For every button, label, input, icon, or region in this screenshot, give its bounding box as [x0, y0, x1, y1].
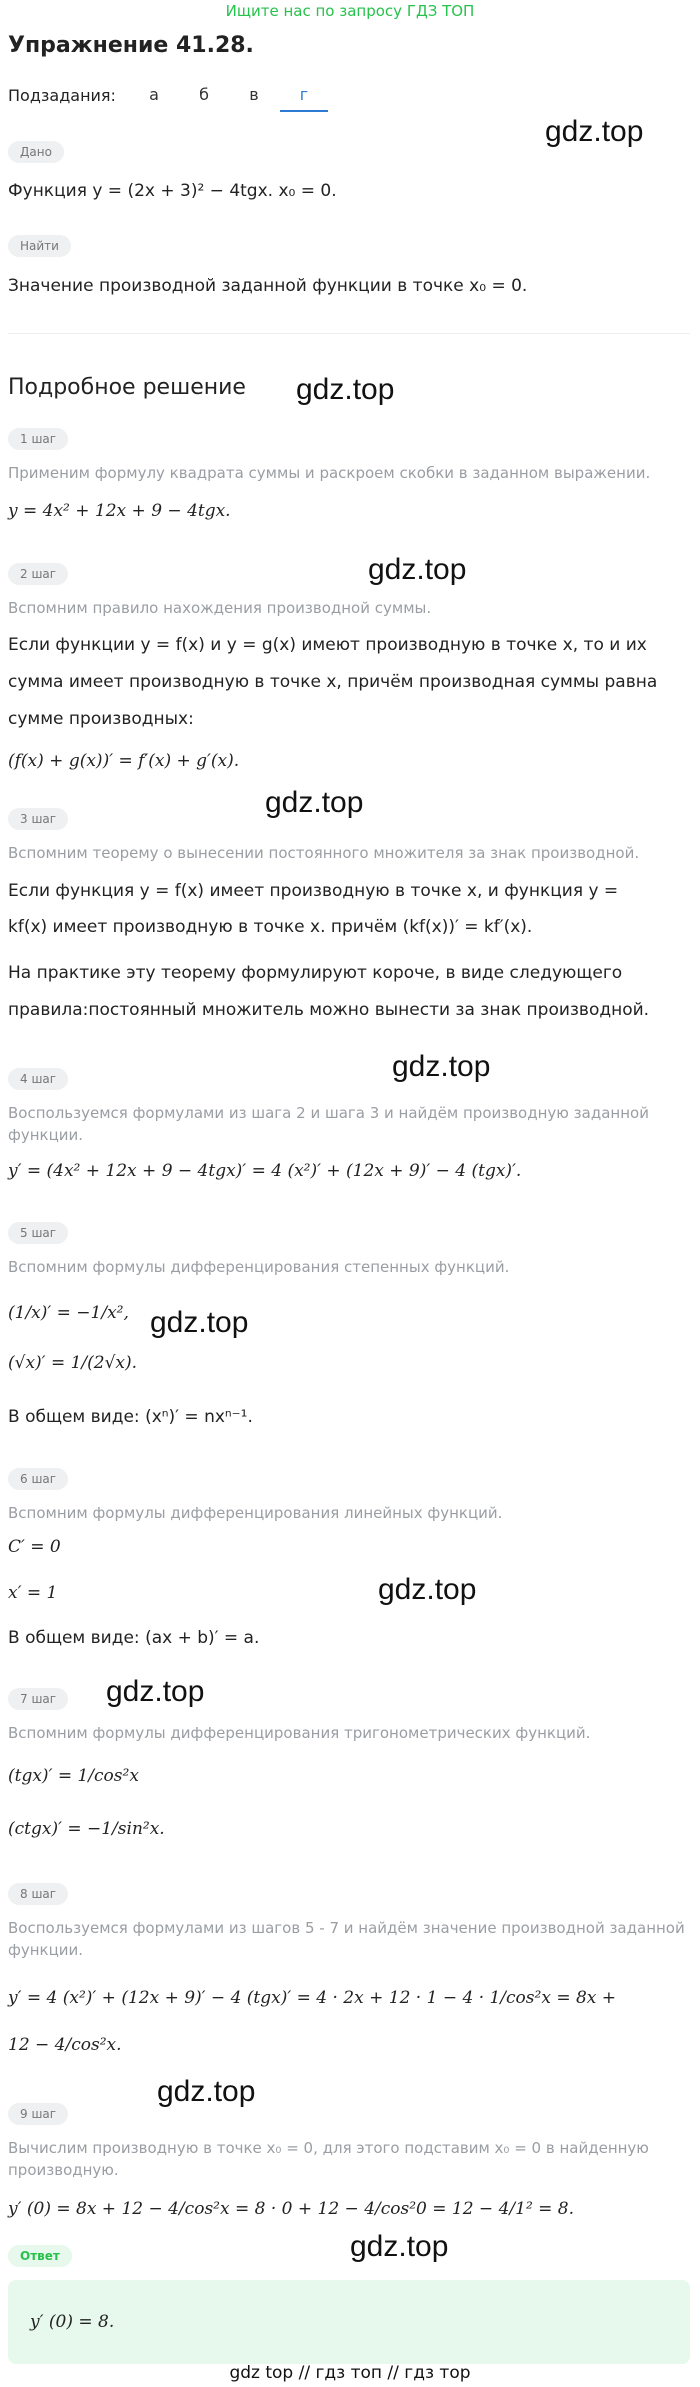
step-9-pill: 9 шаг: [8, 2103, 68, 2125]
top-banner[interactable]: Ищите нас по запросу ГДЗ ТОП: [225, 2, 475, 20]
step-8-desc: Воспользуемся формулами из шагов 5 - 7 и найдём значение производной заданной: [8, 1919, 685, 1937]
tab-a[interactable]: а: [149, 85, 159, 104]
step-7-pill: 7 шаг: [8, 1688, 68, 1710]
subtasks-label: Подзадания:: [8, 86, 116, 105]
tab-v[interactable]: в: [249, 85, 259, 104]
step-8-formula: 12 − 4/cos²x.: [8, 2035, 122, 2055]
step-4-pill: 4 шаг: [8, 1068, 68, 1090]
step-1-pill: 1 шаг: [8, 428, 68, 450]
watermark: gdz.top: [350, 2230, 449, 2263]
watermark: gdz.top: [378, 1573, 477, 1606]
step-6-general: В общем виде: (ax + b)′ = a.: [8, 1628, 260, 1648]
step-5-formula: (1/x)′ = −1/x²,: [8, 1303, 129, 1323]
watermark: gdz.top: [368, 553, 467, 586]
watermark: gdz.top: [157, 2075, 256, 2108]
step-3-line: правила:постоянный множитель можно вынести за знак производной.: [8, 1000, 650, 1020]
step-3-line: На практике эту теорему формулируют короче, в виде следующего: [8, 963, 623, 983]
answer-pill: Ответ: [8, 2245, 72, 2267]
answer-text: y′ (0) = 8.: [30, 2312, 115, 2332]
step-7-formula: (tgx)′ = 1/cos²x: [8, 1766, 139, 1786]
step-2-line: сумме производных:: [8, 709, 194, 729]
step-6-formula: C′ = 0: [8, 1537, 61, 1557]
step-9-formula: y′ (0) = 8x + 12 − 4/cos²x = 8 · 0 + 12 − 4/cos²0 = 12 − 4/1² = 8.: [8, 2199, 575, 2219]
step-5-formula: (√x)′ = 1/(2√x).: [8, 1353, 138, 1373]
watermark: gdz.top: [106, 1675, 205, 1708]
step-8-formula: y′ = 4 (x²)′ + (12x + 9)′ − 4 (tgx)′ = 4 · 2x + 12 · 1 − 4 · 1/cos²x = 8x +: [8, 1988, 617, 2008]
step-5-desc: Вспомним формулы дифференцирования степенных функций.: [8, 1258, 510, 1276]
step-2-line: Если функции y = f(x) и y = g(x) имеют производную в точке x, то и их: [8, 635, 647, 655]
step-6-desc: Вспомним формулы дифференцирования линейных функций.: [8, 1504, 503, 1522]
step-3-pill: 3 шаг: [8, 808, 68, 830]
step-6-formula: x′ = 1: [8, 1583, 58, 1603]
step-7-desc: Вспомним формулы дифференцирования тригонометрических функций.: [8, 1724, 591, 1742]
step-4-desc: Воспользуемся формулами из шага 2 и шага 3 и найдём производную заданной: [8, 1104, 649, 1122]
step-5-general: В общем виде: (xⁿ)′ = nxⁿ⁻¹.: [8, 1407, 253, 1427]
page-title: Упражнение 41.28.: [8, 33, 254, 58]
step-3-line: Если функция y = f(x) имеет производную в точке x, и функция y =: [8, 881, 619, 901]
given-pill: Дано: [8, 141, 64, 163]
step-9-desc: Вычислим производную в точке x₀ = 0, для этого подставим x₀ = 0 в найденную: [8, 2139, 649, 2157]
tab-b[interactable]: б: [199, 85, 209, 104]
step-2-line: сумма имеет производную в точке x, причём производная суммы равна: [8, 672, 658, 692]
step-3-desc: Вспомним теорему о вынесении постоянного множителя за знак производной.: [8, 844, 640, 862]
step-1-desc: Применим формулу квадрата суммы и раскроем скобки в заданном выражении.: [8, 464, 651, 482]
step-2-pill: 2 шаг: [8, 563, 68, 585]
watermark: gdz.top: [392, 1050, 491, 1083]
step-3-line: kf(x) имеет производную в точке x. причём (kf(x))′ = kf′(x).: [8, 917, 533, 937]
tab-g[interactable]: г: [280, 80, 328, 112]
watermark: gdz.top: [150, 1306, 249, 1339]
find-text: Значение производной заданной функции в точке x₀ = 0.: [8, 276, 528, 296]
footer-links[interactable]: gdz top // гдз топ // гдз тор: [229, 2363, 471, 2383]
watermark: gdz.top: [265, 786, 364, 819]
step-8-pill: 8 шаг: [8, 1883, 68, 1905]
step-8-desc: функции.: [8, 1941, 84, 1959]
divider: [8, 333, 690, 334]
step-7-formula: (ctgx)′ = −1/sin²x.: [8, 1819, 165, 1839]
step-2-desc: Вспомним правило нахождения производной суммы.: [8, 599, 432, 617]
step-4-desc: функции.: [8, 1126, 84, 1144]
step-9-desc: производную.: [8, 2161, 119, 2179]
step-5-pill: 5 шаг: [8, 1222, 68, 1244]
step-2-formula: (f(x) + g(x))′ = f′(x) + g′(x).: [8, 751, 240, 771]
step-1-formula: y = 4x² + 12x + 9 − 4tgx.: [8, 501, 231, 521]
given-text: Функция y = (2x + 3)² − 4tgx. x₀ = 0.: [8, 181, 337, 201]
step-6-pill: 6 шаг: [8, 1468, 68, 1490]
find-pill: Найти: [8, 235, 71, 257]
watermark: gdz.top: [545, 115, 644, 148]
watermark: gdz.top: [296, 373, 395, 406]
solution-title: Подробное решение: [8, 375, 246, 400]
step-4-formula: y′ = (4x² + 12x + 9 − 4tgx)′ = 4 (x²)′ + (12x + 9)′ − 4 (tgx)′.: [8, 1161, 522, 1181]
